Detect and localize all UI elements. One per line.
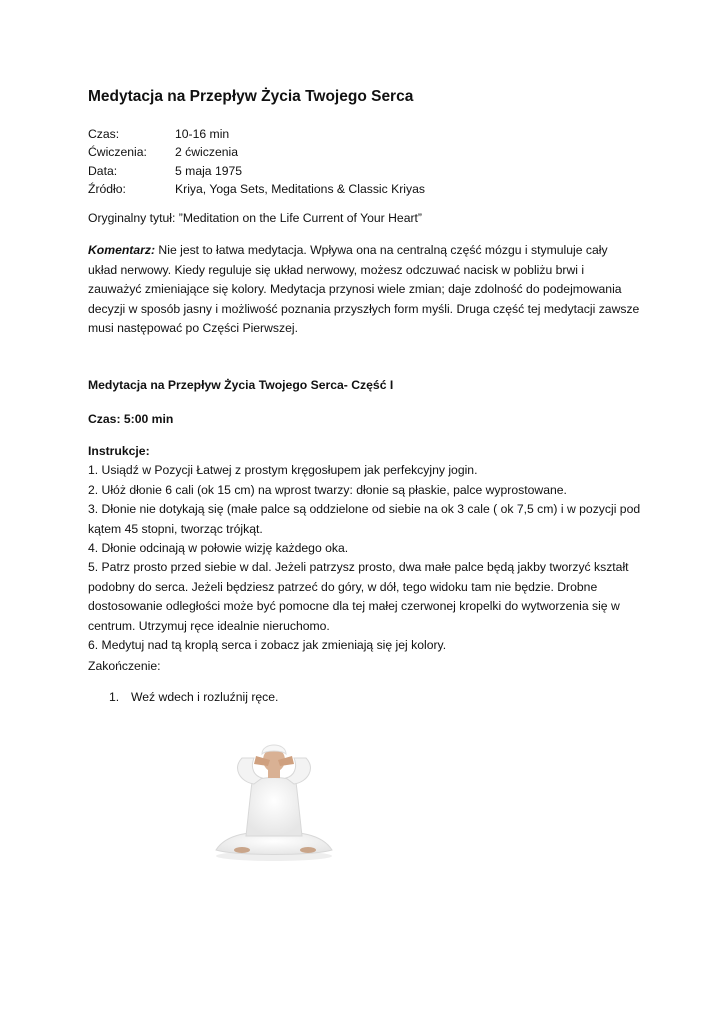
- instruction-line: 6. Medytuj nad tą kroplą serca i zobacz jak zmieniają się jej kolory.: [88, 638, 447, 653]
- closing-list-item: [109, 690, 278, 704]
- meta-row-time: [88, 125, 425, 143]
- comment-line: musi następować po Części Pierwszej.: [88, 321, 298, 335]
- meta-key: Ćwiczenia:: [88, 145, 147, 160]
- comment-label: Komentarz:: [88, 243, 156, 257]
- closing-heading: Zakończenie:: [88, 659, 161, 673]
- instruction-line: kątem 45 stopni, tworząc trójkąt.: [88, 521, 263, 536]
- part-one-heading: Medytacja na Przepływ Życia Twojego Serca- Część I: [88, 378, 394, 392]
- instruction-line: dostosowanie odległości może być pomocne dla tej małej czerwonej kropelki do wytworzenia się w: [88, 599, 620, 614]
- instructions-heading: Instrukcje:: [88, 444, 150, 458]
- part-one-duration: Czas: 5:00 min: [88, 412, 174, 426]
- instruction-line: 5. Patrz prosto przed siebie w dal. Jeżeli patrzysz prosto, dwa małe palce będą jakby tworzyć kształt: [88, 560, 629, 575]
- meditation-pose-photo: [192, 738, 356, 862]
- instruction-line: 2. Ułóż dłonie 6 cali (ok 15 cm) na wprost twarzy: dłonie są płaskie, palce wyprostowane.: [88, 482, 567, 497]
- comment-line: Nie jest to łatwa medytacja. Wpływa ona na centralną część mózgu i stymuluje cały: [155, 243, 608, 257]
- instruction-line: 1. Usiądź w Pozycji Łatwej z prostym kręgosłupem jak perfekcyjny jogin.: [88, 463, 478, 478]
- meta-value: 10-16 min: [175, 127, 230, 141]
- meta-row-date: [88, 162, 425, 180]
- comment-line: układ nerwowy. Kiedy reguluje się układ nerwowy, możesz odczuwać nacisk w pobliżu brwi i: [88, 262, 585, 277]
- meta-row-exercises: [88, 143, 425, 161]
- instruction-line: 3. Dłonie nie dotykają się (małe palce są oddzielone od siebie na ok 3 cale ( ok 7,5 cm) i w pozycji pod: [88, 502, 641, 517]
- meta-key: Źródło:: [88, 182, 126, 197]
- instructions-block: [88, 442, 644, 655]
- meta-value: 5 maja 1975: [175, 163, 243, 178]
- meta-row-source: [88, 180, 425, 198]
- comment-paragraph: [88, 241, 640, 339]
- meta-value: 2 ćwiczenia: [175, 145, 238, 160]
- instruction-line: podobny do serca. Jeżeli będziesz patrzeć do góry, w dół, tego widoku tam nie będzie. Drobne: [88, 579, 598, 594]
- comment-line: zauważyć zmieniające się kolory. Medytacja przynosi wiele zmian; daje zdolność do podejmowania: [88, 282, 622, 296]
- original-title: Oryginalny tytuł: ”Meditation on the Life Current of Your Heart”: [88, 211, 422, 225]
- document-title: Medytacja na Przepływ Życia Twojego Serca: [88, 88, 414, 105]
- meta-value: Kriya, Yoga Sets, Meditations & Classic Kriyas: [175, 182, 425, 197]
- instruction-line: 4. Dłonie odcinają w połowie wizję każdego oka.: [88, 541, 349, 556]
- closing-item-number: 1.: [109, 690, 120, 704]
- comment-line: decyzji w sposób jasny i możliwość poznania przyszłych form myśli. Druga część tej medytacji zawsze: [88, 301, 640, 316]
- instruction-line: centrum. Utrzymuj ręce idealnie nieruchomo.: [88, 618, 330, 633]
- meta-key: Data:: [88, 163, 118, 178]
- closing-item-text: Weź wdech i rozluźnij ręce.: [131, 690, 279, 704]
- meta-table: [88, 125, 425, 199]
- meta-key: Czas:: [88, 127, 120, 141]
